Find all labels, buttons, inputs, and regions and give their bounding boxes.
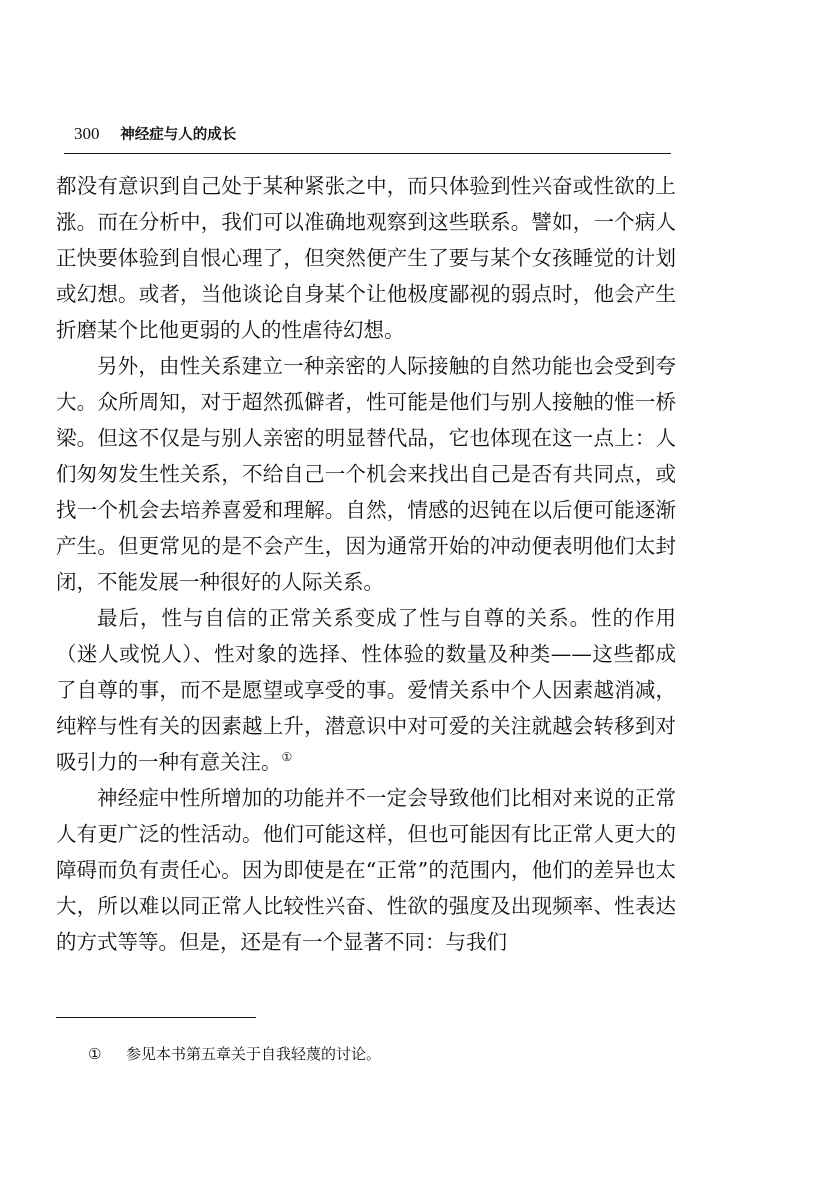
paragraph-2 [56,348,676,600]
footnote [88,1042,648,1066]
paragraph-2-text: 另外，由性关系建立一种亲密的人际接触的自然功能也会受到夸大。众所周知，对于超然孤僻者，性可能是他们与别人接触的惟一桥梁。但这不仅是与别人亲密的明显替代品，它也体现在这一点上：人们匆匆发生性关系，不给自己一个机会来找出自己是否有共同点，或找一个机会去培养喜爱和理解。自然，情感的迟钝在以后便可能逐渐产生。但更常见的是不会产生，因为通常开始的冲动便表明他们太封闭，不能发展一种很好的人际关系。 [56,354,676,594]
body-text [56,168,676,960]
running-head [74,121,674,147]
footnote-marker: ① [88,1045,102,1063]
paragraph-3-text: 最后，性与自信的正常关系变成了性与自尊的关系。性的作用（迷人或悦人）、性对象的选择、性体验的数量及种类——这些都成了自尊的事，而不是愿望或享受的事。爱情关系中个人因素越消减，纯粹与性有关的因素越上升，潜意识中对可爱的关注就越会转移到对吸引力的一种有意关注。 [56,606,676,774]
footnote-reference[interactable]: ① [281,750,293,765]
paragraph-1-text: 都没有意识到自己处于某种紧张之中，而只体验到性兴奋或性欲的上涨。而在分析中，我们可以准确地观察到这些联系。譬如，一个病人正快要体验到自恨心理了，但突然便产生了要与某个女孩睡觉的计划或幻想。或者，当他谈论自身某个让他极度鄙视的弱点时，他会产生折磨某个比他更弱的人的性虐待幻想。 [56,174,676,342]
header-rule [64,153,671,154]
paragraph-1 [56,168,676,348]
running-title: 神经症与人的成长 [120,127,237,143]
footnote-text: 参见本书第五章关于自我轻蔑的讨论。 [126,1045,382,1063]
paragraph-4 [56,780,676,960]
page-number: 300 [74,124,100,143]
paragraph-3 [56,600,676,780]
paragraph-4-text: 神经症中性所增加的功能并不一定会导致他们比相对来说的正常人有更广泛的性活动。他们可能这样，但也可能因有比正常人更大的障碍而负有责任心。因为即使是在“正常”的范围内，他们的差异也太大，所以难以同正常人比较性兴奋、性欲的强度及出现频率、性表达的方式等等。但是，还是有一个显著不同：与我们 [56,786,676,954]
footnote-rule [56,1017,256,1018]
